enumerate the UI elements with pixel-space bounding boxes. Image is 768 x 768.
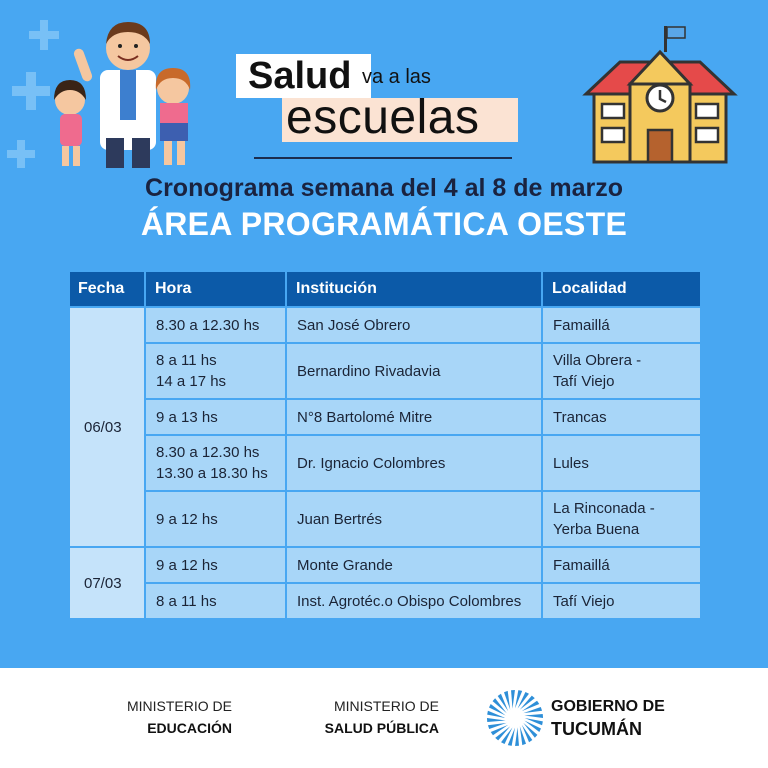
table-row [69, 583, 701, 619]
localidad-cell [542, 583, 701, 619]
table-row [69, 435, 701, 491]
localidad-line: Tafí Viejo [553, 592, 615, 610]
localidad-line: Famaillá [553, 316, 610, 334]
sun-ray [523, 707, 542, 713]
localidad-cell [542, 547, 701, 583]
localidad-line: La Rinconada - [553, 500, 655, 517]
logo-escuelas: escuelas [286, 91, 480, 144]
school-building-icon [580, 22, 740, 167]
institucion-cell: Monte Grande [286, 547, 542, 583]
hora-line: 9 a 12 hs [156, 556, 218, 574]
logo-va-a-las: va a las [362, 66, 431, 88]
localidad-cell [542, 435, 701, 491]
table-row [69, 399, 701, 435]
date-cell: 06/03 [69, 307, 145, 547]
hora-cell [145, 343, 286, 399]
table-row [69, 307, 701, 343]
ministerio-salud [300, 695, 439, 739]
hora-line: 8.30 a 12.30 hs [156, 444, 260, 461]
institucion-cell: Bernardino Rivadavia [286, 343, 542, 399]
column-header: Fecha [69, 271, 145, 307]
localidad-cell [542, 491, 701, 547]
institucion-cell: Inst. Agrotéc.o Obispo Colombres [286, 583, 542, 619]
localidad-cell [542, 307, 701, 343]
institucion-cell: Dr. Ignacio Colombres [286, 435, 542, 491]
sun-ray [515, 727, 519, 746]
hora-cell [145, 435, 286, 491]
localidad-cell [542, 343, 701, 399]
sun-ray [525, 718, 543, 725]
date-cell: 07/03 [69, 547, 145, 619]
sun-ray [520, 726, 526, 745]
hora-line: 8 a 11 hs [156, 352, 217, 369]
salud-escuelas-logo [236, 52, 526, 144]
sun-ray [487, 711, 505, 718]
sun-ray [488, 723, 507, 729]
table-row [69, 491, 701, 547]
institucion-cell: N°8 Bartolomé Mitre [286, 399, 542, 435]
sun-ray [487, 718, 506, 722]
hora-line: 9 a 12 hs [156, 510, 218, 528]
column-header: Hora [145, 271, 286, 307]
ministry-line: MINISTERIO DE [126, 698, 232, 714]
localidad-line: Famaillá [553, 556, 610, 574]
institucion-cell: San José Obrero [286, 307, 542, 343]
table-row [69, 547, 701, 583]
hora-cell [145, 491, 286, 547]
sun-ray [524, 714, 543, 718]
localidad-line: Yerba Buena [553, 521, 640, 538]
hora-line: 9 a 13 hs [156, 408, 218, 426]
schedule-subtitle: Cronograma semana del 4 al 8 de marzo [145, 174, 623, 202]
tucuman-sun-logo-icon [486, 689, 544, 747]
footer [0, 668, 768, 768]
gobierno-name: TUCUMÁN [551, 719, 642, 739]
hora-cell [145, 399, 286, 435]
logo-salud: Salud [248, 55, 352, 97]
hora-cell [145, 307, 286, 343]
sun-ray [511, 690, 515, 709]
ministerio-educacion [100, 695, 232, 739]
sun-ray [504, 691, 510, 710]
hora-cell [145, 547, 286, 583]
table-header-row [69, 271, 701, 307]
doctor-children-illustration [40, 8, 210, 173]
sun-ray [515, 690, 522, 708]
area-title: ÁREA PROGRAMÁTICA OESTE [140, 206, 628, 242]
localidad-line: Tafí Viejo [553, 373, 615, 390]
localidad-line: Trancas [553, 408, 607, 426]
hora-cell [145, 583, 286, 619]
column-header: Localidad [542, 271, 701, 307]
hora-line: 8.30 a 12.30 hs [156, 316, 260, 334]
hora-line: 13.30 a 18.30 hs [156, 465, 268, 482]
ministry-name: SALUD PÚBLICA [324, 720, 439, 736]
hora-line: 14 a 17 hs [156, 373, 227, 390]
ministry-name: EDUCACIÓN [147, 720, 232, 736]
cross-decoration [7, 150, 35, 158]
gobierno-tucuman [551, 695, 665, 741]
localidad-line: Villa Obrera - [553, 352, 642, 369]
localidad-cell [542, 399, 701, 435]
header-divider [254, 157, 512, 159]
table-row [69, 343, 701, 399]
sun-ray [508, 728, 515, 746]
ministry-line: MINISTERIO DE [333, 698, 439, 714]
institucion-cell: Juan Bertrés [286, 491, 542, 547]
gobierno-line: GOBIERNO DE [551, 698, 665, 715]
localidad-line: Lules [553, 454, 589, 472]
hora-line: 8 a 11 hs [156, 592, 217, 610]
schedule-table [68, 270, 702, 620]
column-header: Institución [286, 271, 542, 307]
